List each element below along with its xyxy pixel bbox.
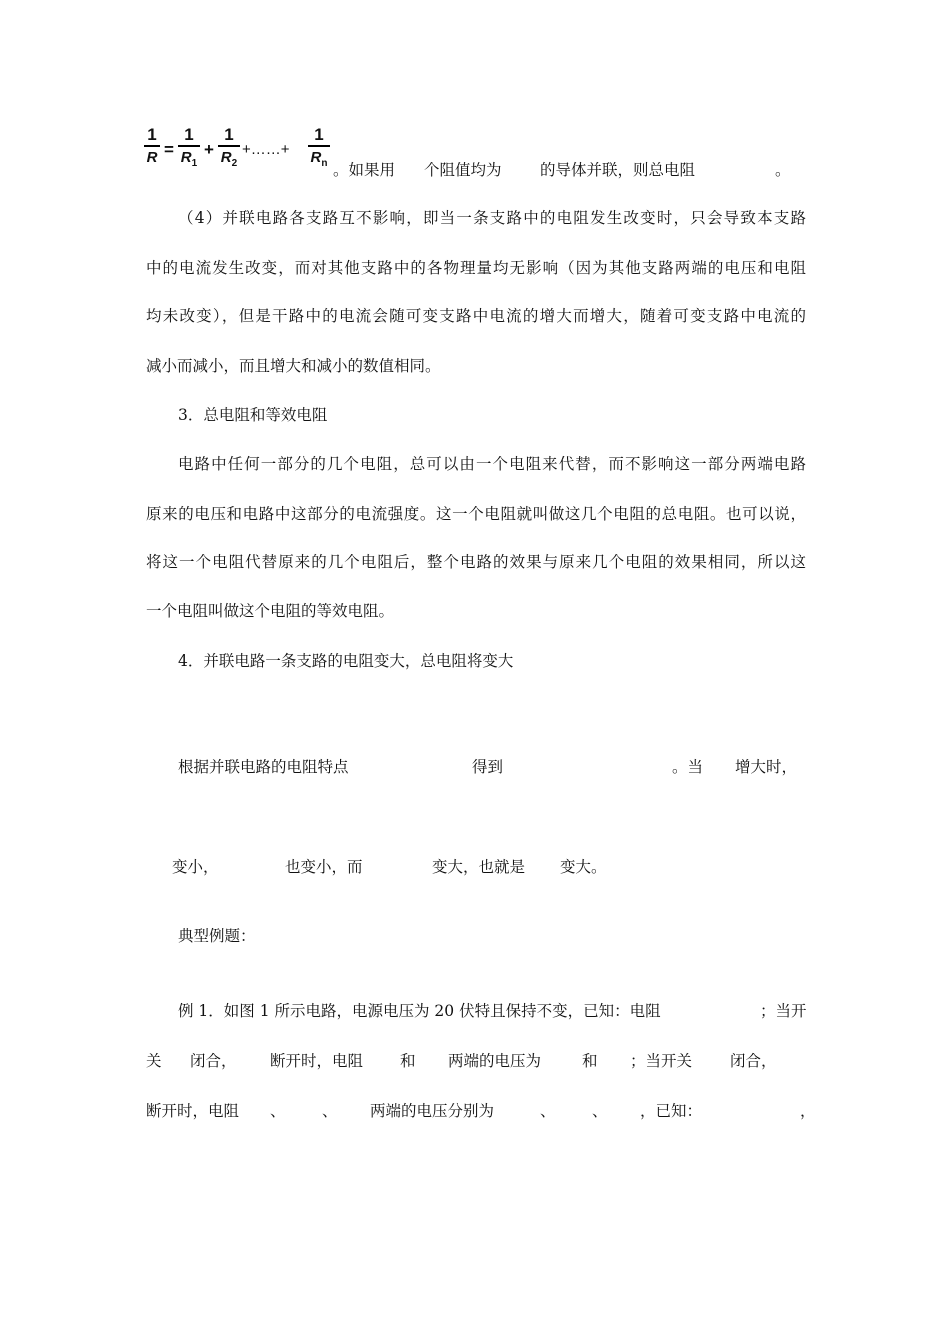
paragraph-line: 中的电流发生改变，而对其他支路中的各物理量均无影响（因为其他支路两端的电压和电阻 bbox=[146, 259, 806, 277]
text-fragment: 根据并联电路的电阻特点 bbox=[178, 758, 349, 776]
text-fragment: 变大，也就是 bbox=[432, 858, 526, 876]
formula-equals: = bbox=[164, 140, 174, 159]
paragraph-line: 一个电阻叫做这个电阻的等效电阻。 bbox=[146, 602, 395, 620]
paragraph-line: （4）并联电路各支路互不影响，即当一条支路中的电阻发生改变时，只会导致本支路 bbox=[178, 209, 806, 227]
text-fragment: 断开时，电阻 bbox=[270, 1052, 364, 1070]
text-fragment: ；当开 bbox=[760, 1002, 807, 1020]
text-fragment: 闭合， bbox=[190, 1052, 237, 1070]
formula-fraction-total: 1 R bbox=[144, 126, 160, 166]
paragraph-line: 电路中任何一部分的几个电阻，总可以由一个电阻来代替，而不影响这一部分两端电路 bbox=[178, 455, 806, 473]
text-fragment: 关 bbox=[146, 1052, 162, 1070]
text-fragment: 增大时， bbox=[735, 758, 798, 776]
text-fragment: 断开时，电阻 bbox=[146, 1102, 240, 1120]
examples-heading: 典型例题： bbox=[178, 927, 256, 945]
text-fragment: ，已知： bbox=[640, 1102, 703, 1120]
text-fragment: 例 1．如图 1 所示电路，电源电压为 20 伏特且保持不变，已知：电阻 bbox=[178, 1002, 661, 1020]
section-heading: 3．总电阻和等效电阻 bbox=[178, 406, 328, 424]
text-fragment: 两端的电压为 bbox=[448, 1052, 542, 1070]
text-fragment: 和 bbox=[582, 1052, 598, 1070]
paragraph-line: 将这一个电阻代替原来的几个电阻后，整个电路的效果与原来几个电阻的效果相同，所以这 bbox=[146, 553, 806, 571]
text-fragment: 。 bbox=[775, 161, 791, 179]
text-fragment: 个阻值均为 bbox=[424, 161, 502, 179]
text-fragment: 也变小，而 bbox=[285, 858, 363, 876]
formula-ellipsis: +……+ bbox=[242, 141, 290, 158]
paragraph-line: 原来的电压和电路中这部分的电流强度。这一个电阻就叫做这几个电阻的总电阻。也可以说， bbox=[146, 505, 806, 523]
text-fragment: 、 bbox=[322, 1102, 338, 1120]
text-fragment: 闭合， bbox=[730, 1052, 777, 1070]
text-fragment: 。如果用 bbox=[333, 161, 396, 179]
text-fragment: ， bbox=[800, 1102, 816, 1120]
parallel-resistance-formula bbox=[142, 126, 342, 176]
text-fragment: 、 bbox=[540, 1102, 556, 1120]
text-fragment: 的导体并联，则总电阻 bbox=[540, 161, 696, 179]
text-fragment: 得到 bbox=[472, 758, 504, 776]
formula-fraction-rn: 1 $R_n$ bbox=[308, 126, 330, 172]
section-heading: 4．并联电路一条支路的电阻变大，总电阻将变大 bbox=[178, 652, 514, 670]
formula-plus: + bbox=[204, 140, 214, 159]
text-fragment: 变大。 bbox=[560, 858, 607, 876]
text-fragment: 变小， bbox=[172, 858, 219, 876]
text-fragment: 和 bbox=[400, 1052, 416, 1070]
formula-fraction-r1: 1 $R_1$ bbox=[178, 126, 200, 172]
paragraph-line: 减小而减小，而且增大和减小的数值相同。 bbox=[146, 357, 441, 375]
text-fragment: 、 bbox=[592, 1102, 608, 1120]
text-fragment: 。当 bbox=[672, 758, 704, 776]
text-fragment: 两端的电压分别为 bbox=[370, 1102, 495, 1120]
paragraph-line: 均未改变），但是干路中的电流会随可变支路中电流的增大而增大，随着可变支路中电流的 bbox=[146, 307, 806, 325]
text-fragment: ；当开关 bbox=[630, 1052, 693, 1070]
formula-fraction-r2: 1 $R_2$ bbox=[218, 126, 240, 172]
text-fragment: 、 bbox=[270, 1102, 286, 1120]
